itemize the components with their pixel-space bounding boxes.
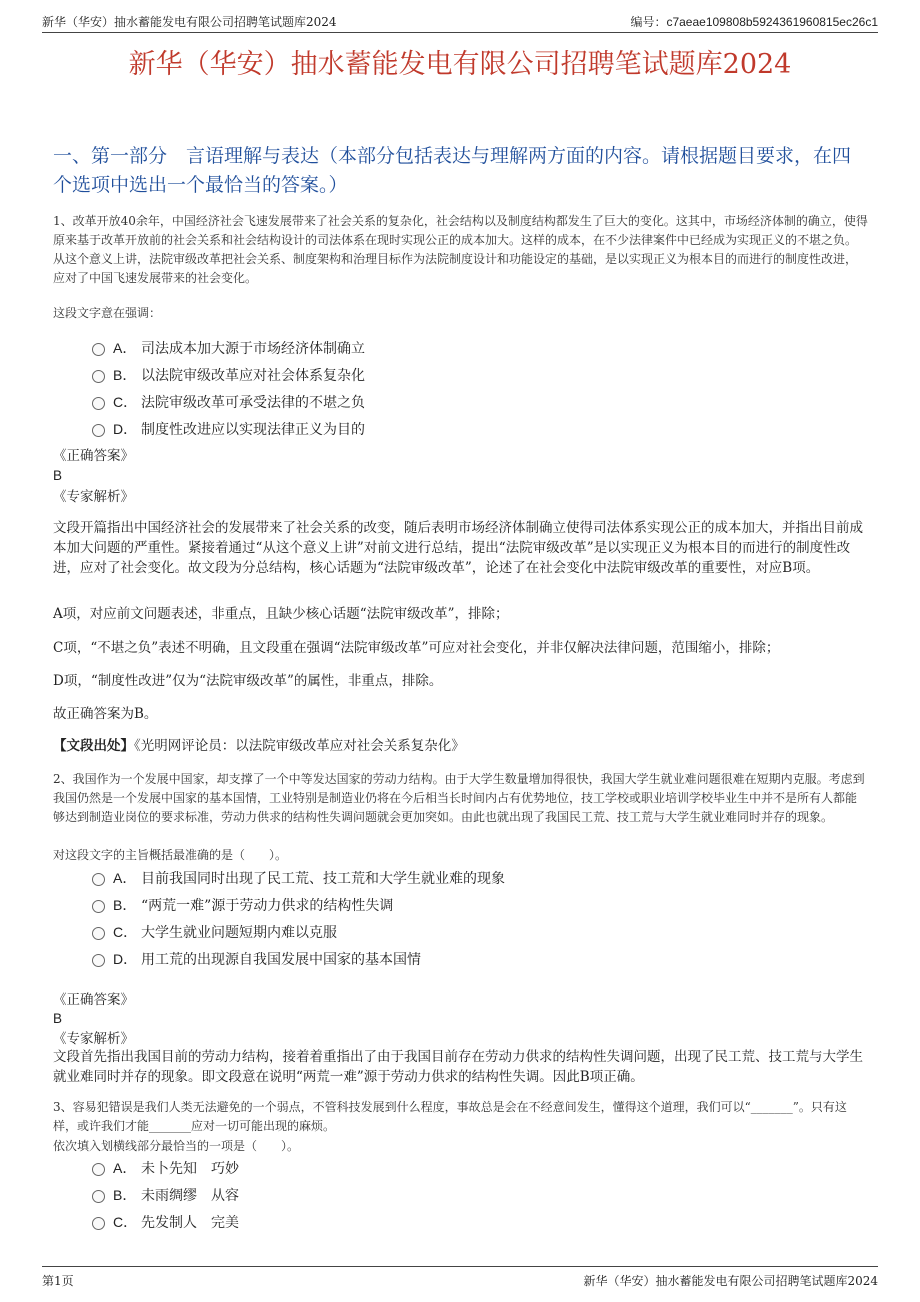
page-number: 第1页 bbox=[42, 1274, 74, 1288]
option-letter: A． bbox=[113, 869, 137, 886]
page-header bbox=[42, 10, 878, 33]
question-1-analysis-main-block bbox=[53, 518, 865, 578]
option-letter: B． bbox=[113, 1186, 137, 1203]
question-2-option-b[interactable] bbox=[92, 891, 792, 918]
question-2-option-c[interactable] bbox=[92, 918, 792, 945]
option-text: 以法院审级改革应对社会体系复杂化 bbox=[141, 367, 365, 384]
radio-icon[interactable] bbox=[92, 1217, 105, 1230]
question-1-text: 1、改革开放40余年，中国经济社会飞速发展带来了社会关系的复杂化，社会结构以及制度结构都发生了巨大的变化。这其中，市场经济体制的确立，使得原来基于改革开放前的社会关系和社会结构设计的司法体系在现时实现公正的成本加大。这样的成本，在不少法律案件中已经成为实现正义的不堪之负。从这个意义上讲，法院审级改革把社会关系、制度架构和治理目标作为法院制度设计和功能设定的基础，是以实现正义为根本目的而进行的制度性改进，应对了中国飞速发展带来的社会变化。 bbox=[53, 214, 868, 285]
option-text: 先发制人 完美 bbox=[141, 1214, 239, 1231]
question-2-prompt: 对这段文字的主旨概括最准确的是（ ）。 bbox=[53, 848, 288, 862]
question-3-options bbox=[92, 1154, 792, 1235]
question-2-text-block bbox=[53, 770, 868, 827]
question-3-text: 3、容易犯错误是我们人类无法避免的一个弱点，不管科技发展到什么程度，事故总是会在不经意间发生，懂得这个道理，我们可以“_______”。只有这样，或许我们才能_______应对一切可能出现的麻烦。 bbox=[53, 1100, 847, 1133]
option-text: 法院审级改革可承受法律的不堪之负 bbox=[141, 394, 365, 411]
question-1-prompt: 这段文字意在强调： bbox=[53, 306, 162, 320]
question-2-text: 2、我国作为一个发展中国家，却支撑了一个中等发达国家的劳动力结构。由于大学生数量增加得很快，我国大学生就业难问题很难在短期内克服。考虑到我国仍然是一个发展中国家的基本国情，工业特别是制造业仍将在今后相当长时间内占有优势地位，技工学校或职业培训学校毕业生中并不是所有人都能够达到制造业岗位的要求标准，劳动力供求的结构性失调问题就会更加突如。由此也就出现了我国民工荒、技工荒与大学生就业难同时并存的现象。 bbox=[53, 772, 865, 824]
question-1-conclusion: 故正确答案为B。 bbox=[53, 706, 158, 722]
question-2-analysis: 文段首先指出我国目前的劳动力结构，接着着重指出了由于我国目前存在劳动力供求的结构性失调问题，出现了民工荒、技工荒与大学生就业难同时并存的现象。即文段意在说明“两荒一难”源于劳动力供求的结构性失调。因此B项正确。 bbox=[53, 1049, 863, 1085]
option-letter: B． bbox=[113, 366, 137, 383]
question-1-analysis-d-block bbox=[53, 671, 868, 691]
page-footer bbox=[42, 1266, 878, 1289]
question-1-option-c[interactable] bbox=[92, 388, 792, 415]
option-text: 大学生就业问题短期内难以克服 bbox=[141, 924, 337, 941]
radio-icon[interactable] bbox=[92, 900, 105, 913]
radio-icon[interactable] bbox=[92, 1163, 105, 1176]
question-1-analysis-c-block bbox=[53, 638, 868, 658]
question-1-option-a[interactable] bbox=[92, 334, 792, 361]
option-letter: B． bbox=[113, 896, 137, 913]
question-1-analysis-c: C项，“不堪之负”表述不明确，且文段重在强调“法院审级改革”可应对社会变化，并非仅解决法律问题，范围缩小，排除； bbox=[53, 640, 780, 656]
radio-icon[interactable] bbox=[92, 343, 105, 356]
question-2-options bbox=[92, 864, 792, 972]
question-3-text-block bbox=[53, 1098, 868, 1136]
radio-icon[interactable] bbox=[92, 397, 105, 410]
question-2-analysis-block bbox=[53, 1047, 865, 1087]
question-1-analysis-label: 《专家解析》 bbox=[53, 489, 134, 505]
question-1-analysis-main: 文段开篇指出中国经济社会的发展带来了社会关系的改变，随后表明市场经济体制确立使得司法体系实现公正的成本加大，并指出目前成本加大问题的严重性。紧接着通过“从这个意义上讲”对前文进行总结，提出“法院审级改革”是以实现正义为根本目的而进行的制度性改进，应对了社会变化。故文段为分总结构，核心话题为“法院审级改革”，论述了在社会变化中法院审级改革的重要性，对应B项。 bbox=[53, 520, 863, 576]
header-title: 新华（华安）抽水蓄能发电有限公司招聘笔试题库2024 bbox=[42, 15, 337, 29]
section-heading: 一、第一部分 言语理解与表达（本部分包括表达与理解两方面的内容。请根据题目要求，在四个选项中选出一个最恰当的答案。） bbox=[53, 145, 852, 196]
question-1-prompt-block bbox=[53, 304, 868, 323]
header-doc-number: 编号：c7aeae109808b5924361960815ec26c1 bbox=[630, 15, 878, 29]
question-1-option-b[interactable] bbox=[92, 361, 792, 388]
radio-icon[interactable] bbox=[92, 1190, 105, 1203]
question-2-prompt-block bbox=[53, 846, 868, 865]
question-1-text-block bbox=[53, 212, 868, 288]
source-label: 【文段出处】 bbox=[53, 738, 134, 754]
question-1-answer-label: 《正确答案》 bbox=[53, 448, 134, 464]
question-3-option-b[interactable] bbox=[92, 1181, 792, 1208]
radio-icon[interactable] bbox=[92, 424, 105, 437]
question-3-option-c[interactable] bbox=[92, 1208, 792, 1235]
option-letter: C． bbox=[113, 923, 138, 940]
option-text: 制度性改进应以实现法律正义为目的 bbox=[141, 421, 365, 438]
question-2-analysis-label: 《专家解析》 bbox=[53, 1031, 134, 1047]
question-2-answer: B bbox=[53, 1011, 63, 1026]
option-letter: A． bbox=[113, 339, 137, 356]
radio-icon[interactable] bbox=[92, 954, 105, 967]
question-1-analysis-a-block bbox=[53, 604, 868, 624]
option-text: 未雨绸缪 从容 bbox=[141, 1187, 239, 1204]
question-1-source-block bbox=[53, 736, 868, 756]
question-1-analysis-a: A项，对应前文问题表述，非重点，且缺少核心话题“法院审级改革”，排除； bbox=[53, 606, 509, 622]
question-2-option-d[interactable] bbox=[92, 945, 792, 972]
footer-title: 新华（华安）抽水蓄能发电有限公司招聘笔试题库2024 bbox=[583, 1274, 878, 1288]
option-text: 未卜先知 巧妙 bbox=[141, 1160, 239, 1177]
radio-icon[interactable] bbox=[92, 873, 105, 886]
question-1-options bbox=[92, 334, 792, 442]
question-1-conclusion-block bbox=[53, 704, 868, 724]
source-text: 《光明网评论员：以法院审级改革应对社会关系复杂化》 bbox=[134, 738, 465, 754]
page-title: 新华（华安）抽水蓄能发电有限公司招聘笔试题库2024 bbox=[128, 49, 792, 80]
option-letter: D． bbox=[113, 950, 138, 967]
option-letter: D． bbox=[113, 420, 138, 437]
radio-icon[interactable] bbox=[92, 370, 105, 383]
question-1-analysis-d: D项，“制度性改进”仅为“法院审级改革”的属性，非重点，排除。 bbox=[53, 673, 443, 689]
question-3-option-a[interactable] bbox=[92, 1154, 792, 1181]
option-letter: C． bbox=[113, 393, 138, 410]
question-3-prompt: 依次填入划横线部分最恰当的一项是（ ）。 bbox=[53, 1139, 300, 1153]
question-2-answer-label: 《正确答案》 bbox=[53, 992, 134, 1008]
question-2-option-a[interactable] bbox=[92, 864, 792, 891]
option-text: 用工荒的出现源自我国发展中国家的基本国情 bbox=[141, 951, 421, 968]
option-text: “两荒一难”源于劳动力供求的结构性失调 bbox=[141, 897, 394, 914]
question-1-option-d[interactable] bbox=[92, 415, 792, 442]
question-1-answer: B bbox=[53, 468, 63, 483]
radio-icon[interactable] bbox=[92, 927, 105, 940]
option-text: 目前我国同时出现了民工荒、技工荒和大学生就业难的现象 bbox=[141, 870, 505, 887]
option-letter: C． bbox=[113, 1213, 138, 1230]
option-letter: A． bbox=[113, 1159, 137, 1176]
option-text: 司法成本加大源于市场经济体制确立 bbox=[141, 340, 365, 357]
